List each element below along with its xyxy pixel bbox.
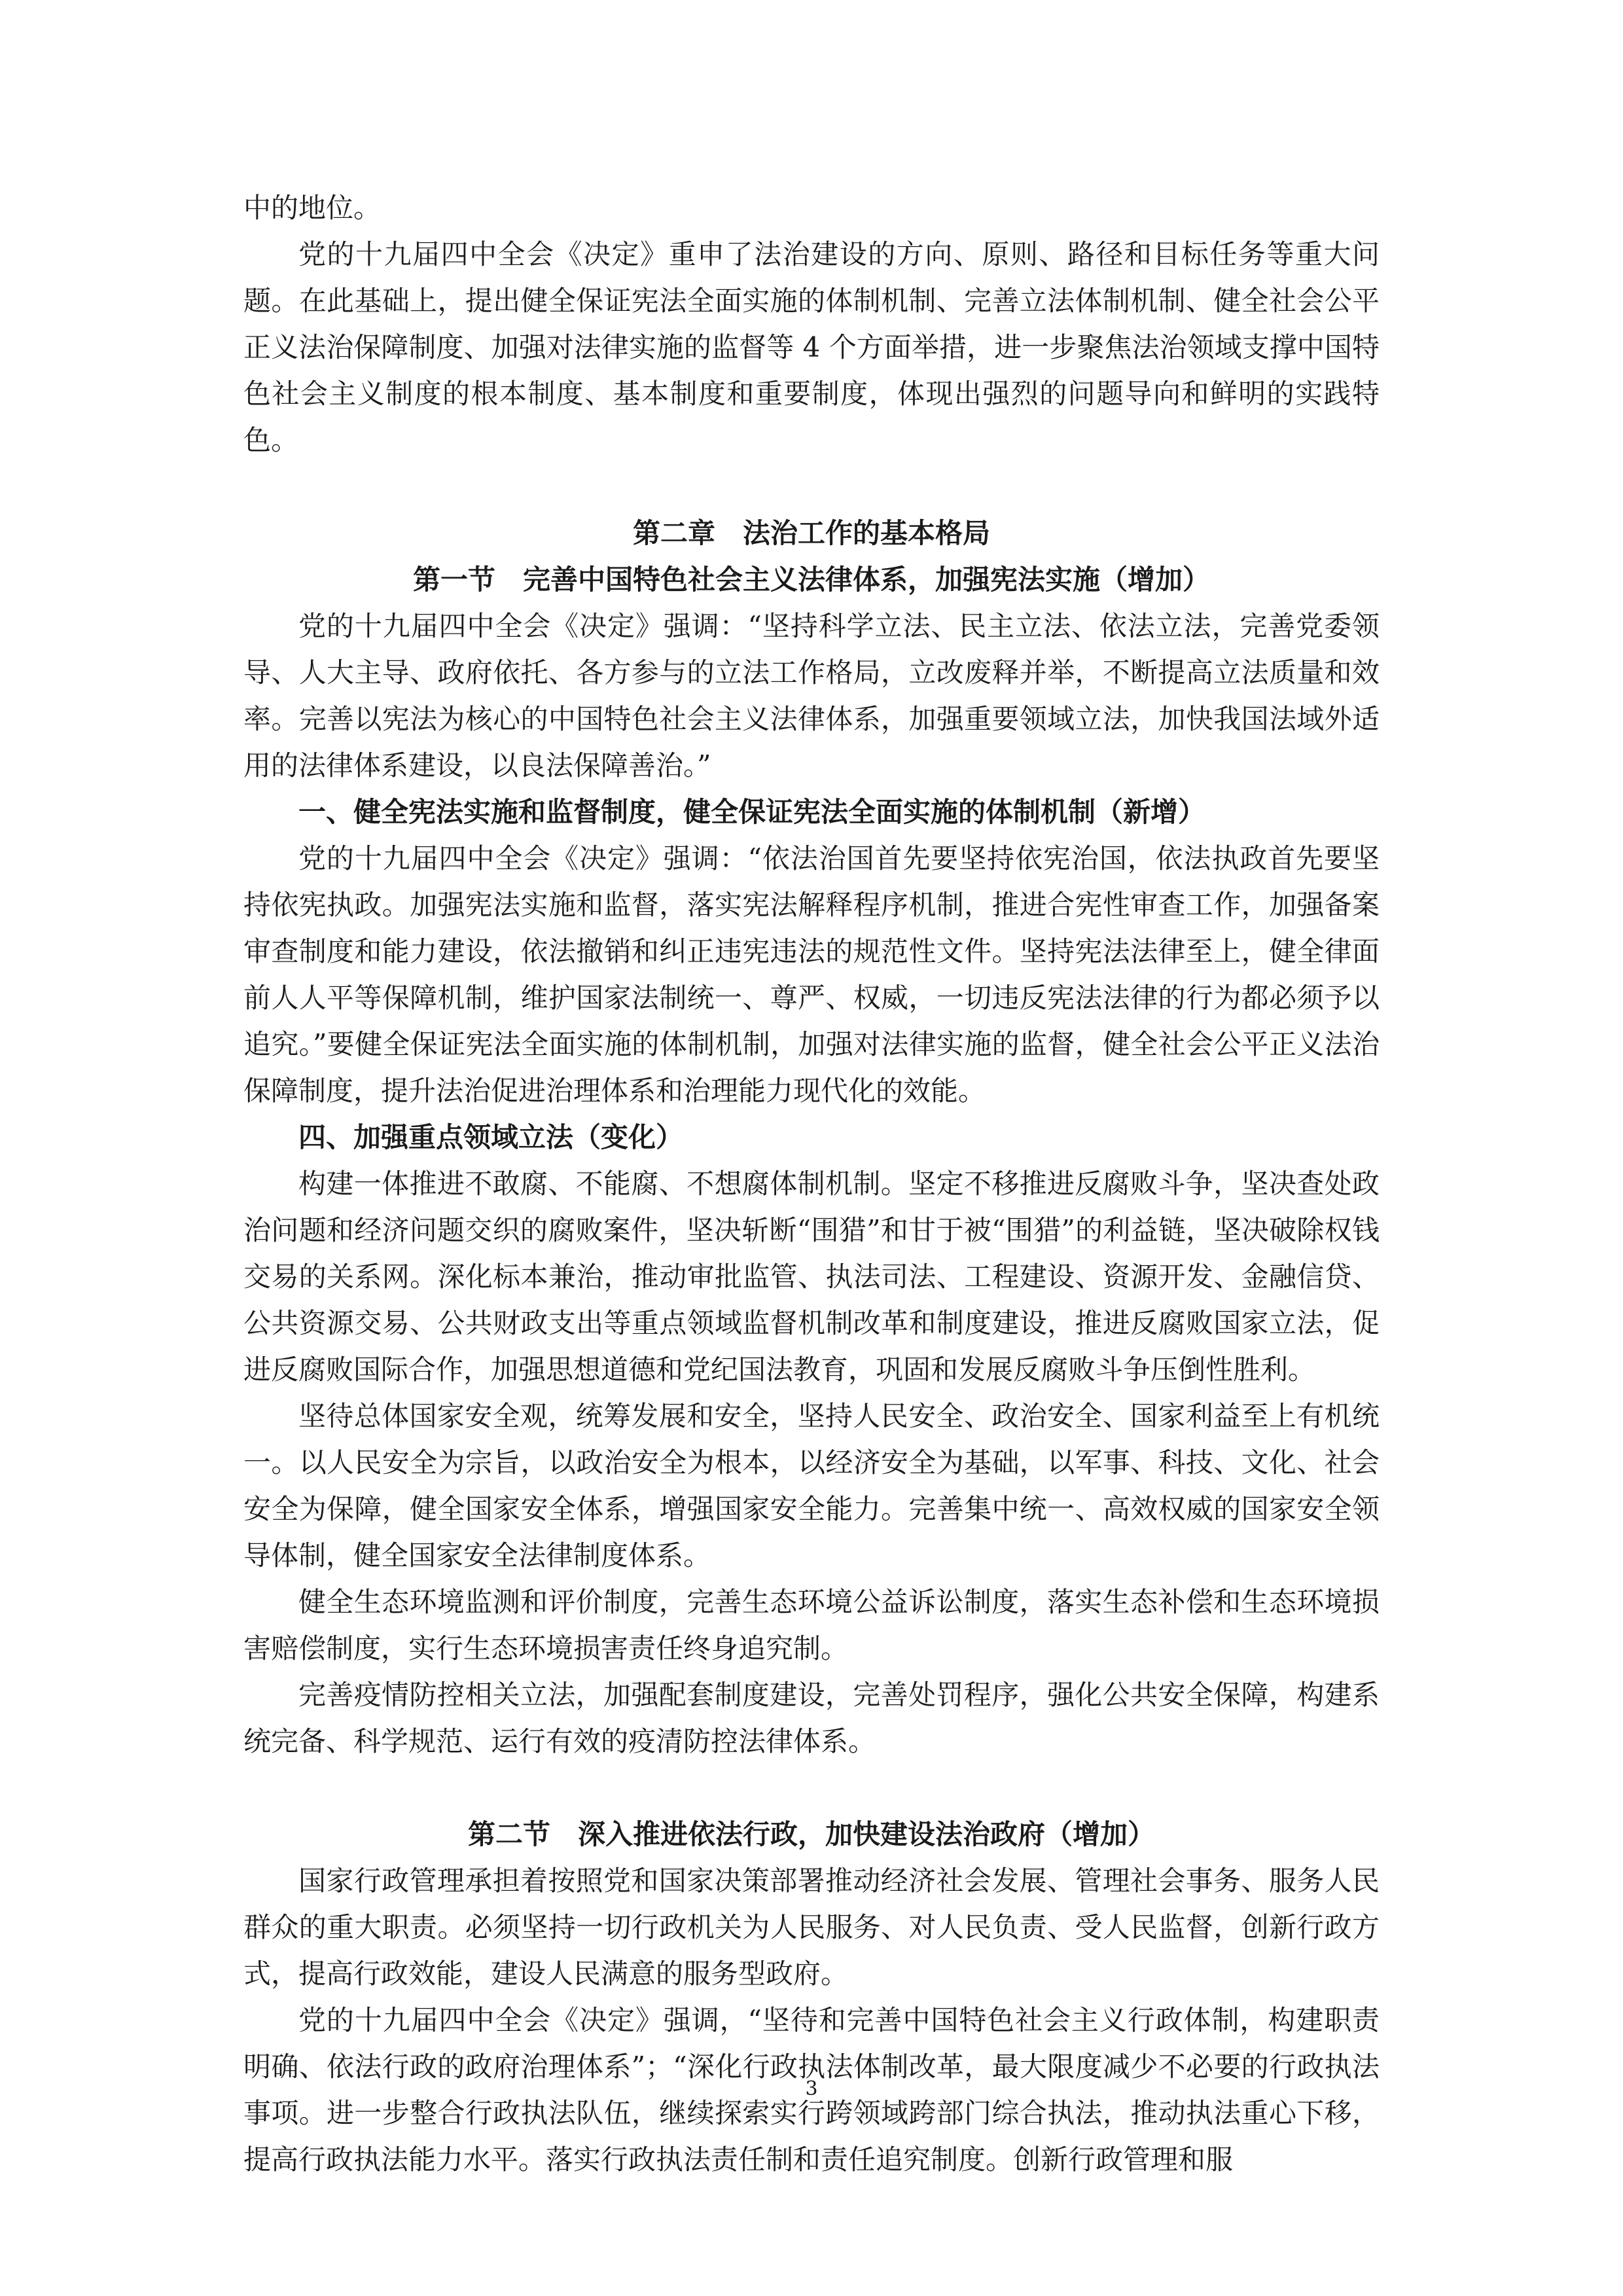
paragraph-administration: 国家行政管理承担着按照党和国家决策部署推动经济社会发展、管理社会事务、服务人民群众的重大职责。必须坚持一切行政机关为人民服务、对人民负责、受人民监督，创新行政方式，提高行政效能，建设人民满意的服务型政府。	[243, 1865, 1380, 1990]
subheading-constitution: 一、健全宪法实施和监督制度，健全保证宪法全面实施的体制机制（新增）	[298, 796, 1206, 828]
section-heading-2: 第二节 深入推进依法行政，加快建设法治政府（增加）	[467, 1818, 1155, 1850]
spacer	[243, 463, 1380, 510]
paragraph-legislation-quote: 党的十九届四中全会《决定》强调：“坚持科学立法、民主立法、依法立法，完善党委领导、人大主导、政府依托、各方参与的立法工作格局，立改废释并举，不断提高立法质量和效率。完善以宪法为核心的中国特色社会主义法律体系，加强重要领域立法，加快我国法域外适用的法律体系建设，以良法保障善治。”	[243, 610, 1380, 781]
chapter-heading: 第二章 法治工作的基本格局	[632, 517, 990, 549]
paragraph-continuation: 中的地位。	[243, 192, 382, 224]
paragraph-ecology: 健全生态环境监测和评价制度，完善生态环境公益诉讼制度，落实生态补偿和生态环境损害赔偿制度，实行生态环境损害责任终身追究制。	[243, 1586, 1380, 1664]
paragraph-epidemic: 完善疫情防控相关立法，加强配套制度建设，完善处罚程序，强化公共安全保障，构建系统完备、科学规范、运行有效的疫清防控法律体系。	[243, 1679, 1380, 1757]
paragraph-anti-corruption: 构建一体推进不敢腐、不能腐、不想腐体制机制。坚定不移推进反腐败斗争，坚决查处政治问题和经济问题交织的腐败案件，坚决斩断“围猎”和甘于被“围猎”的利益链，坚决破除权钱交易的关系网。深化标本兼治，推动审批监管、执法司法、工程建设、资源开发、金融信贷、公共资源交易、公共财政支出等重点领域监督机制改革和制度建设，推进反腐败国家立法，促进反腐败国际合作，加强思想道德和党纪国法教育，巩固和发展反腐败斗争压倒性胜利。	[243, 1168, 1380, 1386]
subheading-key-areas: 四、加强重点领域立法（变化）	[298, 1121, 684, 1153]
page-number: 3	[805, 2077, 818, 2100]
document-body	[243, 185, 1380, 2183]
spacer	[243, 1765, 1380, 1811]
paragraph-administration-quote: 党的十九届四中全会《决定》强调，“坚待和完善中国特色社会主义行政体制，构建职责明确、依法行政的政府治理体系”；“深化行政执法体制改革，最大限度减少不必要的行政执法事项。进一步整合行政执法队伍，继续探索实行跨领域跨部门综合执法，推动执法重心下移，提高行政执法能力水平。落实行政执法责任制和责任追究制度。创新行政管理和服	[243, 2004, 1380, 2176]
paragraph-constitution-quote: 党的十九届四中全会《决定》强调：“依法治国首先要坚持依宪治国，依法执政首先要坚持依宪执政。加强宪法实施和监督，落实宪法解释程序机制，推进合宪性审查工作，加强备案审查制度和能力建设，依法撤销和纠正违宪违法的规范性文件。坚持宪法法律至上，健全律面前人人平等保障机制，维护国家法制统一、尊严、权威，一切违反宪法法律的行为都必须予以追究。”要健全保证宪法全面实施的体制机制，加强对法律实施的监督，健全社会公平正义法治保障制度，提升法治促进治理体系和治理能力现代化的效能。	[243, 842, 1380, 1107]
paragraph-rule-of-law-direction: 党的十九届四中全会《决定》重申了法治建设的方向、原则、路径和目标任务等重大问题。在此基础上，提出健全保证宪法全面实施的体制机制、完善立法体制机制、健全社会公平正义法治保障制度、加强对法律实施的监督等 4 个方面举措，进一步聚焦法治领域支撑中国特色社会主义制度的根本制度、基本制度和重要制度，体现出强烈的问题导向和鲜明的实践特色。	[243, 238, 1380, 456]
paragraph-national-security: 坚待总体国家安全观，统筹发展和安全，坚持人民安全、政治安全、国家利益至上有机统一。以人民安全为宗旨，以政治安全为根本，以经济安全为基础，以军事、科技、文化、社会安全为保障，健全国家安全体系，增强国家安全能力。完善集中统一、高效权威的国家安全领导体制，健全国家安全法律制度体系。	[243, 1400, 1380, 1571]
section-heading-1: 第一节 完善中国特色社会主义法律体系，加强宪法实施（增加）	[412, 564, 1210, 596]
